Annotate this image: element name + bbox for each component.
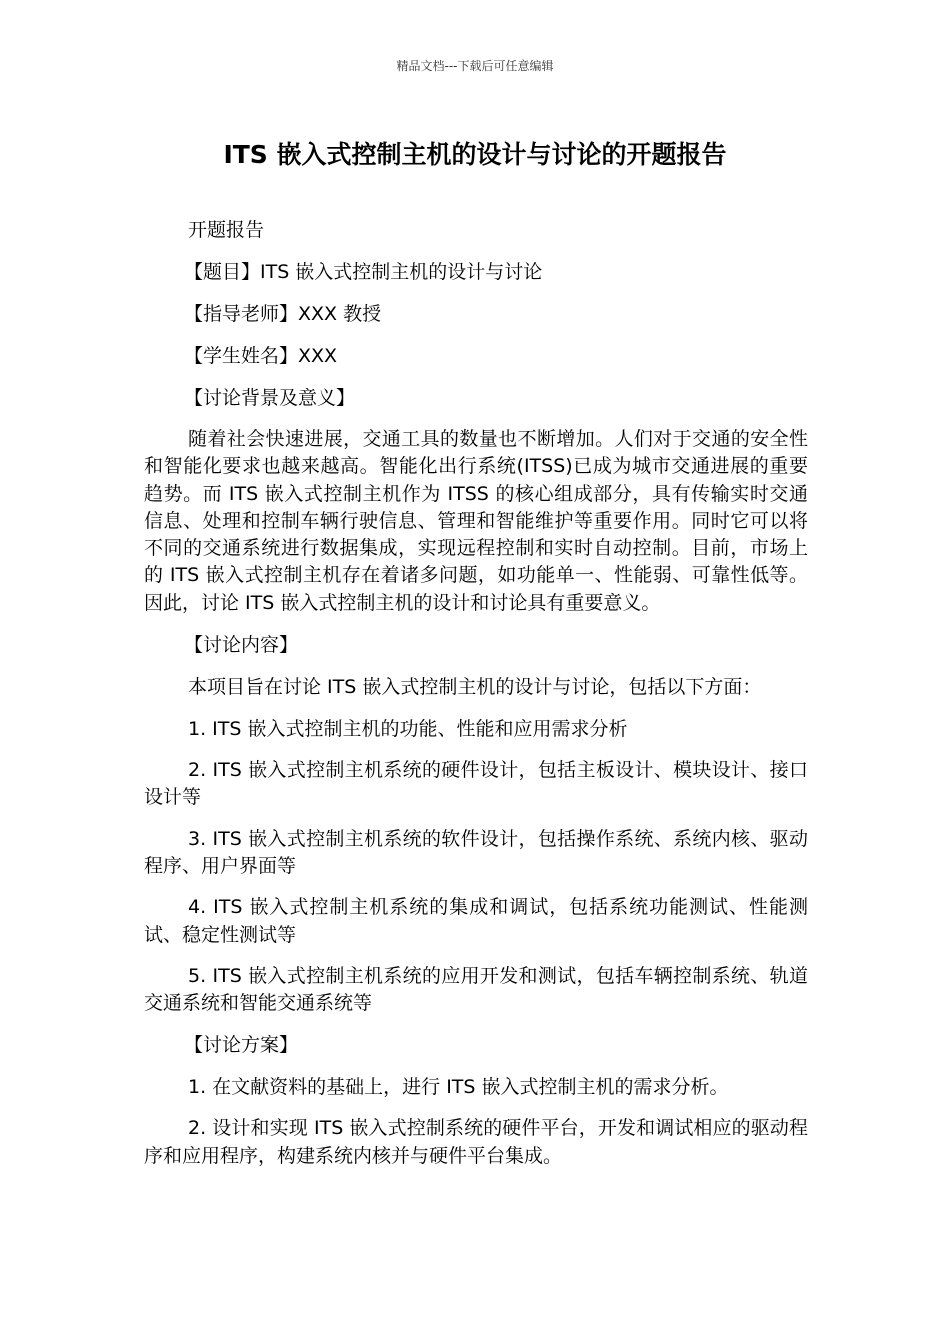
plan-item: 2. 设计和实现 ITS 嵌入式控制系统的硬件平台，开发和调试相应的驱动程序和应用程序，构建系统内核并与硬件平台集成。 (144, 1117, 808, 1167)
content-item: 5. ITS 嵌入式控制主机系统的应用开发和测试，包括车辆控制系统、轨道交通系统和智能交通系统等 (144, 964, 808, 1015)
plan-heading: 【讨论方案】 (184, 1034, 299, 1057)
header-note: 精品文档---下载后可任意编辑 (396, 59, 554, 73)
background-heading: 【讨论背景及意义】 (184, 387, 356, 409)
document-title: ITS 嵌入式控制主机的设计与讨论的开题报告 (223, 140, 727, 169)
content-heading: 【讨论内容】 (184, 634, 299, 657)
advisor-line: 【指导老师】XXX 教授 (184, 303, 382, 325)
background-paragraph: 随着社会快速进展，交通工具的数量也不断增加。人们对于交通的安全性和智能化要求也越来越高。智能化出行系统(ITSS)已成为城市交通进展的重要趋势。而 ITS 嵌入式控制主机作为 ITSS 的核心组成部分，具有传输实时交通信息、处理和控制车辆行驶信息、管理和智能维护等重要作用。同时它可以将不同的交通系统进行数据集成，实现远程控制和实时自动控制。目前，市场上的 ITS 嵌入式控制主机存在着诸多问题，如功能单一、性能弱、可靠性低等。因此，讨论 ITS 嵌入式控制主机的设计和讨论具有重要意义。 (144, 428, 808, 614)
content-item: 3. ITS 嵌入式控制主机系统的软件设计，包括操作系统、系统内核、驱动程序、用户界面等 (144, 827, 808, 877)
plan-item: 1. 在文献资料的基础上，进行 ITS 嵌入式控制主机的需求分析。 (188, 1076, 729, 1099)
student-line: 【学生姓名】XXX (184, 345, 338, 367)
content-intro: 本项目旨在讨论 ITS 嵌入式控制主机的设计与讨论，包括以下方面： (188, 676, 762, 699)
report-label: 开题报告 (188, 219, 265, 241)
content-item: 1. ITS 嵌入式控制主机的功能、性能和应用需求分析 (188, 718, 628, 741)
content-item: 4. ITS 嵌入式控制主机系统的集成和调试，包括系统功能测试、性能测试、稳定性测试等 (144, 896, 808, 946)
document-body (144, 216, 808, 1184)
topic-line: 【题目】ITS 嵌入式控制主机的设计与讨论 (184, 261, 543, 283)
content-item: 2. ITS 嵌入式控制主机系统的硬件设计，包括主板设计、模块设计、接口设计等 (144, 759, 808, 809)
